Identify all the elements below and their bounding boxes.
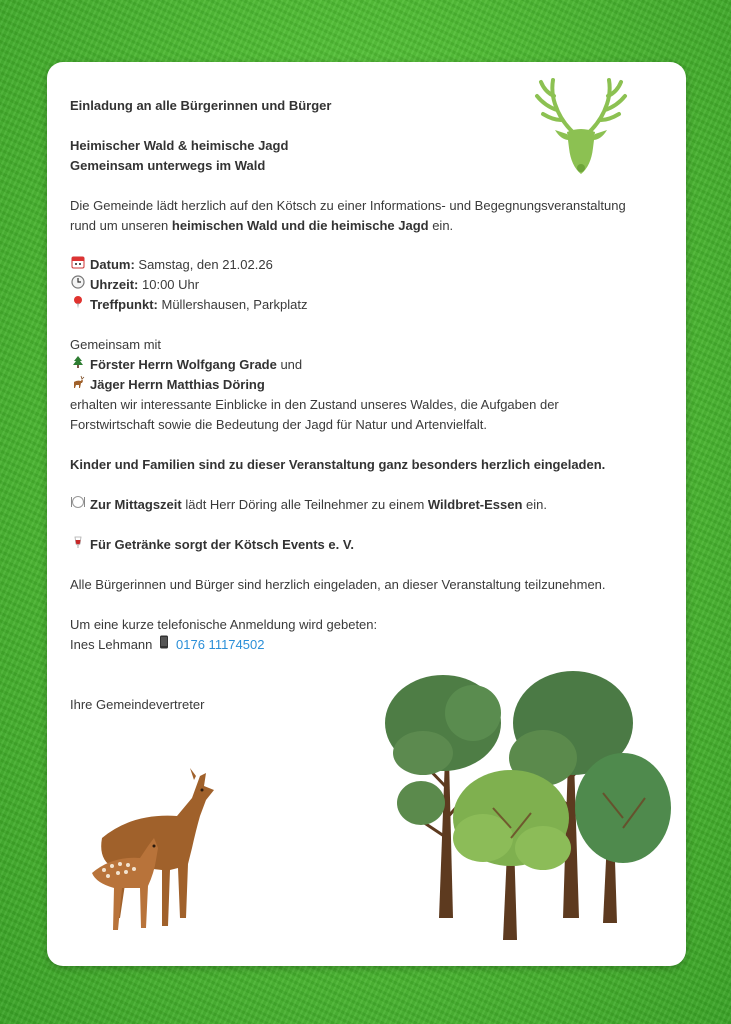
drink-icon	[70, 535, 86, 555]
tree-icon	[70, 355, 86, 375]
all-invited-line: Alle Bürgerinnen und Bürger sind herzlich eingeladen, an dieser Veranstaltung teilzunehmen.	[70, 577, 606, 592]
clock-icon	[70, 275, 86, 295]
intro-line-1: Die Gemeinde lädt herzlich auf den Kötsch zu einer Informations- und Begegnungsveranstaltung	[70, 198, 626, 213]
lunch-row: Zur Mittagszeit lädt Herr Döring alle Teilnehmer zu einem Wildbret-Essen ein.	[70, 495, 547, 515]
calendar-icon	[70, 255, 86, 275]
families-line: Kinder und Familien sind zu dieser Veranstaltung ganz besonders herzlich eingeladen.	[70, 457, 606, 472]
plate-icon	[70, 495, 86, 515]
intro-line-2: rund um unseren heimischen Wald und die heimische Jagd ein.	[70, 218, 454, 233]
together-line: Gemeinsam mit	[70, 337, 162, 352]
date-row: Datum: Samstag, den 21.02.26	[70, 255, 273, 275]
heading: Einladung an alle Bürgerinnen und Bürger	[70, 98, 332, 113]
trees-illustration	[383, 668, 673, 963]
registration-line: Um eine kurze telefonische Anmeldung wird gebeten:	[70, 617, 378, 632]
hunter-row: Jäger Herrn Matthias Döring	[70, 375, 265, 395]
deer-illustration	[82, 768, 222, 943]
time-row: Uhrzeit: 10:00 Uhr	[70, 275, 199, 295]
contact-row	[70, 635, 264, 655]
insight-line-2: Forstwirtschaft sowie die Bedeutung der Jagd für Natur und Artenvielfalt.	[70, 417, 487, 432]
invitation-card	[47, 62, 686, 966]
contact-phone-link[interactable]: 0176 11174502	[176, 637, 265, 652]
place-row: Treffpunkt: Müllershausen, Parkplatz	[70, 295, 307, 315]
subtitle-line-2: Gemeinsam unterwegs im Wald	[70, 158, 266, 173]
subtitle-line-1: Heimischer Wald & heimische Jagd	[70, 138, 289, 153]
contact-name: Ines Lehmann	[70, 637, 157, 652]
pin-icon	[70, 295, 86, 315]
deer-icon	[70, 375, 86, 395]
phone-icon	[156, 635, 172, 655]
forester-row: Förster Herrn Wolfgang Grade und	[70, 355, 302, 375]
signature-line: Ihre Gemeindevertreter	[70, 697, 205, 712]
insight-line-1: erhalten wir interessante Einblicke in den Zustand unseres Waldes, die Aufgaben der	[70, 397, 559, 412]
stag-head-icon	[531, 74, 631, 189]
drinks-row: Für Getränke sorgt der Kötsch Events e. V.	[70, 535, 354, 555]
